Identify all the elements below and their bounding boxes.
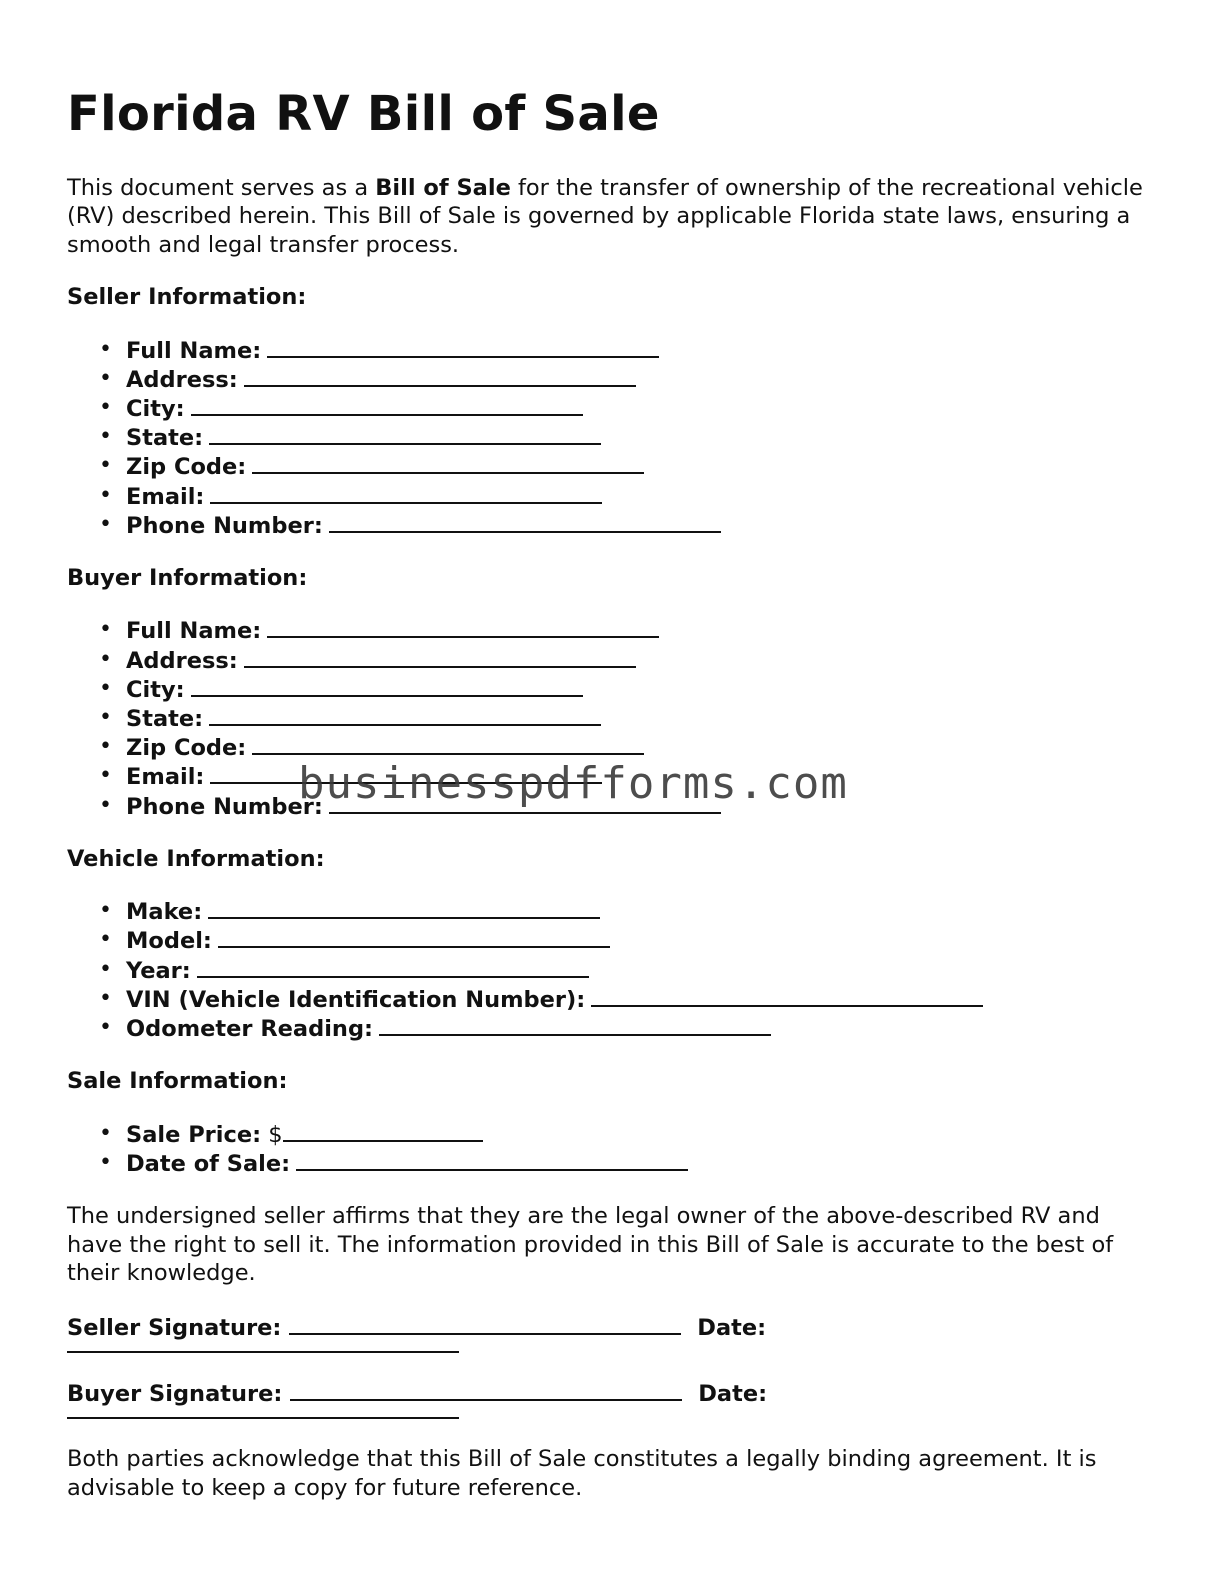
- list-item: [126, 675, 1152, 704]
- list-item: [126, 482, 1152, 511]
- field-label: State:: [126, 706, 204, 733]
- watermark: businesspdfforms.com: [298, 758, 848, 809]
- vehicle-model-blank[interactable]: [218, 926, 610, 948]
- seller-date-blank[interactable]: [67, 1345, 459, 1353]
- list-item: [126, 1120, 1152, 1149]
- vehicle-vin-blank[interactable]: [591, 985, 983, 1007]
- sale-date-blank[interactable]: [296, 1149, 688, 1171]
- list-item: [126, 336, 1152, 365]
- buyer-date-blank[interactable]: [67, 1411, 459, 1419]
- field-label: Zip Code:: [126, 454, 247, 481]
- field-label: Phone Number:: [126, 793, 323, 820]
- vehicle-make-blank[interactable]: [208, 897, 600, 919]
- field-label: Make:: [126, 899, 203, 926]
- currency-symbol: $: [268, 1121, 283, 1148]
- buyer-signature-block: [67, 1377, 1152, 1419]
- list-item: [126, 926, 1152, 955]
- field-label: Email:: [126, 483, 205, 510]
- list-item: [126, 646, 1152, 675]
- seller-address-blank[interactable]: [244, 365, 636, 387]
- buyer-date-label: Date:: [698, 1381, 768, 1408]
- sale-heading: Sale Information:: [67, 1068, 288, 1095]
- field-label: City:: [126, 396, 185, 423]
- buyer-signature-blank[interactable]: [290, 1379, 682, 1401]
- list-item: [126, 511, 1152, 540]
- list-item: [126, 394, 1152, 423]
- field-label: State:: [126, 425, 204, 452]
- list-item: [126, 704, 1152, 733]
- list-item: [126, 616, 1152, 645]
- intro-text-post: for the transfer of ownership of the recreational vehicle (RV) described herein. This Bill of Sale is governed by applicable Florida state laws, ensuring a smooth and legal transfer process.: [67, 175, 1143, 258]
- seller-email-blank[interactable]: [210, 482, 602, 504]
- field-label: Zip Code:: [126, 735, 247, 762]
- list-item: [126, 985, 1152, 1014]
- seller-zip-blank[interactable]: [252, 452, 644, 474]
- seller-signature-block: [67, 1311, 1152, 1353]
- sale-price-blank[interactable]: [283, 1120, 483, 1142]
- field-label: Sale Price:: [126, 1121, 262, 1148]
- field-label: Full Name:: [126, 337, 262, 364]
- field-label: Model:: [126, 928, 212, 955]
- seller-phone-blank[interactable]: [329, 511, 721, 533]
- buyer-full-name-blank[interactable]: [267, 616, 659, 638]
- buyer-city-blank[interactable]: [191, 675, 583, 697]
- buyer-state-blank[interactable]: [209, 704, 601, 726]
- intro-paragraph: [67, 174, 1152, 259]
- intro-bold: Bill of Sale: [375, 175, 511, 201]
- field-label: Phone Number:: [126, 512, 323, 539]
- field-label: Full Name:: [126, 618, 262, 645]
- field-label: Address:: [126, 647, 238, 674]
- list-item: [126, 897, 1152, 926]
- vehicle-fields: [67, 897, 1152, 1043]
- list-item: [126, 423, 1152, 452]
- vehicle-odometer-blank[interactable]: [379, 1014, 771, 1036]
- list-item: [126, 1149, 1152, 1178]
- vehicle-year-blank[interactable]: [197, 956, 589, 978]
- sale-fields: [67, 1120, 1152, 1178]
- seller-heading: Seller Information:: [67, 284, 307, 311]
- list-item: [126, 1014, 1152, 1043]
- buyer-signature-label: Buyer Signature:: [67, 1381, 283, 1408]
- seller-state-blank[interactable]: [209, 423, 601, 445]
- seller-date-label: Date:: [697, 1315, 767, 1342]
- field-label: Address:: [126, 366, 238, 393]
- field-label: Odometer Reading:: [126, 1016, 374, 1043]
- list-item: [126, 452, 1152, 481]
- page-title: Florida RV Bill of Sale: [67, 86, 660, 142]
- buyer-address-blank[interactable]: [244, 646, 636, 668]
- closing-paragraph: Both parties acknowledge that this Bill of Sale constitutes a legally binding agreement. It is advisable to keep a copy for future reference.: [67, 1446, 1097, 1501]
- seller-signature-blank[interactable]: [289, 1313, 681, 1335]
- field-label: Email:: [126, 764, 205, 791]
- seller-fields: [67, 336, 1152, 540]
- intro-text-pre: This document serves as a: [67, 175, 376, 201]
- field-label: VIN (Vehicle Identification Number):: [126, 986, 586, 1013]
- buyer-heading: Buyer Information:: [67, 565, 308, 592]
- buyer-zip-blank[interactable]: [252, 733, 644, 755]
- field-label: Year:: [126, 957, 191, 984]
- vehicle-heading: Vehicle Information:: [67, 845, 325, 872]
- list-item: [126, 956, 1152, 985]
- field-label: Date of Sale:: [126, 1150, 291, 1177]
- affirmation-paragraph: The undersigned seller affirms that they are the legal owner of the above-described RV and have the right to sell it. The information provided in this Bill of Sale is accurate to the best of their knowledge.: [67, 1203, 1114, 1286]
- seller-signature-label: Seller Signature:: [67, 1315, 282, 1342]
- seller-full-name-blank[interactable]: [267, 336, 659, 358]
- list-item: [126, 365, 1152, 394]
- field-label: City:: [126, 676, 185, 703]
- seller-city-blank[interactable]: [191, 394, 583, 416]
